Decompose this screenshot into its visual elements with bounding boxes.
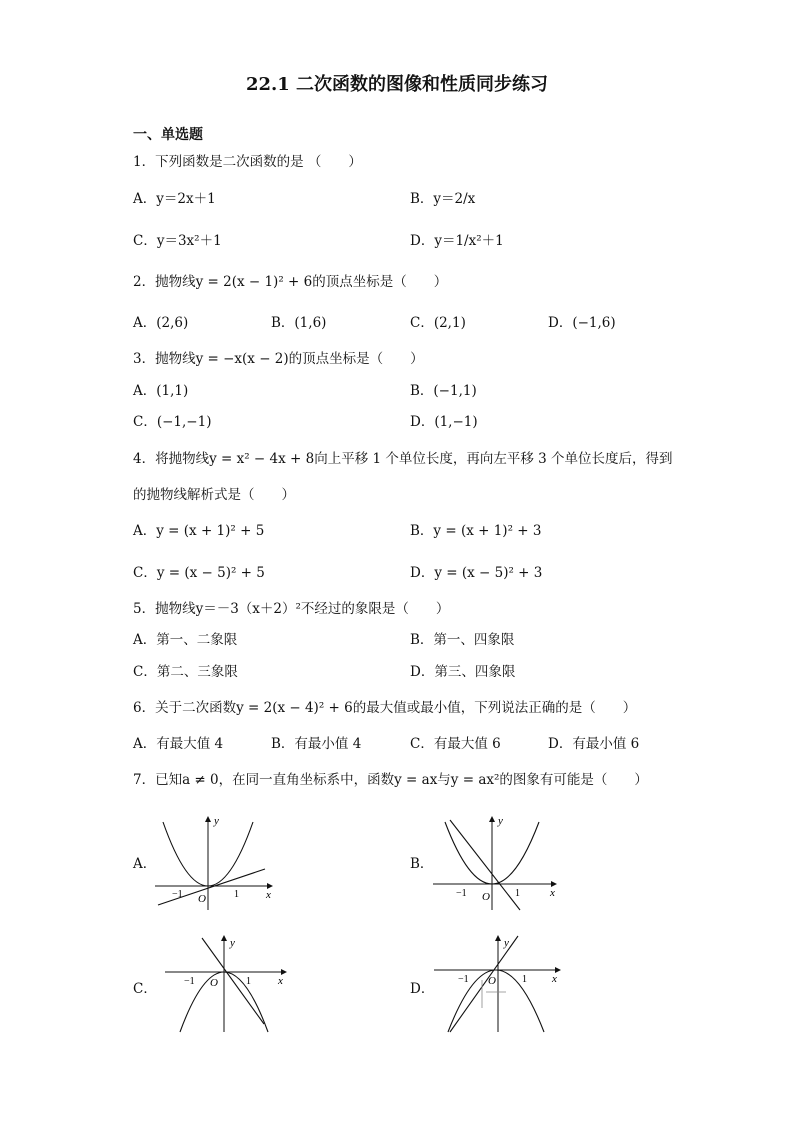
q1-option-b: B．y＝2/x: [410, 191, 476, 207]
q1-option-c: C．y＝3x²＋1: [133, 233, 222, 249]
y-axis-label: y: [504, 937, 509, 949]
tick-label-neg-one: −1: [172, 889, 183, 900]
q3-option-c: C．(−1,−1): [133, 414, 212, 430]
q4-option-a: A．y = (x + 1)² + 5: [133, 523, 265, 539]
q2-option-a: A．(2,6): [133, 315, 189, 331]
page-title: 22.1 二次函数的图像和性质同步练习: [245, 74, 549, 95]
graph-d: [430, 932, 565, 1037]
q3-option-d: D．(1,−1): [410, 414, 478, 430]
origin-label: O: [482, 891, 490, 903]
q4-option-d: D．y = (x − 5)² + 3: [410, 565, 543, 581]
x-axis-label: x: [278, 975, 283, 987]
origin-label: O: [210, 977, 218, 989]
question-4-stem-continued: 的抛物线解析式是（ ）: [133, 487, 295, 503]
q7-option-c-label: C．: [133, 981, 157, 997]
graph-a: [150, 812, 280, 912]
y-axis-label: y: [214, 815, 219, 827]
x-axis-label: x: [552, 973, 557, 985]
section-heading: 一、单选题: [133, 127, 203, 143]
question-2-stem: 2．抛物线y = 2(x − 1)² + 6的顶点坐标是（ ）: [133, 274, 448, 290]
origin-label: O: [198, 893, 206, 905]
q2-option-d: D．(−1,6): [548, 315, 616, 331]
y-axis-label: y: [230, 937, 235, 949]
question-5-stem: 5．抛物线y＝－3（x＋2）²不经过的象限是（ ）: [133, 601, 450, 617]
q2-option-b: B．(1,6): [271, 315, 327, 331]
q7-option-b-label: B．: [410, 856, 434, 872]
x-axis-label: x: [266, 889, 271, 901]
graph-c: [160, 932, 290, 1037]
q1-option-d: D．y＝1/x²＋1: [410, 233, 504, 249]
tick-label-one: 1: [522, 974, 527, 985]
q4-option-c: C．y = (x − 5)² + 5: [133, 565, 265, 581]
question-7-stem: 7．已知a ≠ 0，在同一直角坐标系中，函数y = ax与y = ax²的图象有可能是（ ）: [133, 772, 648, 788]
q1-option-a: A．y＝2x＋1: [133, 191, 216, 207]
question-6-stem: 6．关于二次函数y = 2(x − 4)² + 6的最大值或最小值，下列说法正确的是（ ）: [133, 700, 637, 716]
graph-b: [430, 812, 560, 912]
q5-option-b: B．第一、四象限: [410, 632, 515, 648]
q6-option-b: B．有最小值 4: [271, 736, 362, 752]
q5-option-c: C．第二、三象限: [133, 664, 238, 680]
q2-option-c: C．(2,1): [410, 315, 466, 331]
tick-label-one: 1: [234, 889, 239, 900]
x-axis-label: x: [550, 887, 555, 899]
origin-label: O: [488, 975, 496, 987]
q5-option-d: D．第三、四象限: [410, 664, 516, 680]
tick-label-one: 1: [515, 888, 520, 899]
tick-label-one: 1: [246, 976, 251, 987]
q7-option-a-label: A．: [133, 856, 157, 872]
q3-option-b: B．(−1,1): [410, 383, 477, 399]
q6-option-c: C．有最大值 6: [410, 736, 501, 752]
question-3-stem: 3．抛物线y = −x(x − 2)的顶点坐标是（ ）: [133, 351, 424, 367]
y-axis-label: y: [498, 815, 503, 827]
tick-label-neg-one: −1: [456, 888, 467, 899]
q3-option-a: A．(1,1): [133, 383, 189, 399]
tick-label-neg-one: −1: [184, 976, 195, 987]
q5-option-a: A．第一、二象限: [133, 632, 238, 648]
question-4-stem: 4．将抛物线y = x² − 4x + 8向上平移 1 个单位长度，再向左平移 3 个单位长度后，得到: [133, 451, 673, 467]
q4-option-b: B．y = (x + 1)² + 3: [410, 523, 542, 539]
q7-option-d-label: D．: [410, 981, 435, 997]
q6-option-d: D．有最小值 6: [548, 736, 640, 752]
q6-option-a: A．有最大值 4: [133, 736, 224, 752]
tick-label-neg-one: −1: [458, 974, 469, 985]
question-1-stem: 1．下列函数是二次函数的是 （ ）: [133, 154, 362, 170]
